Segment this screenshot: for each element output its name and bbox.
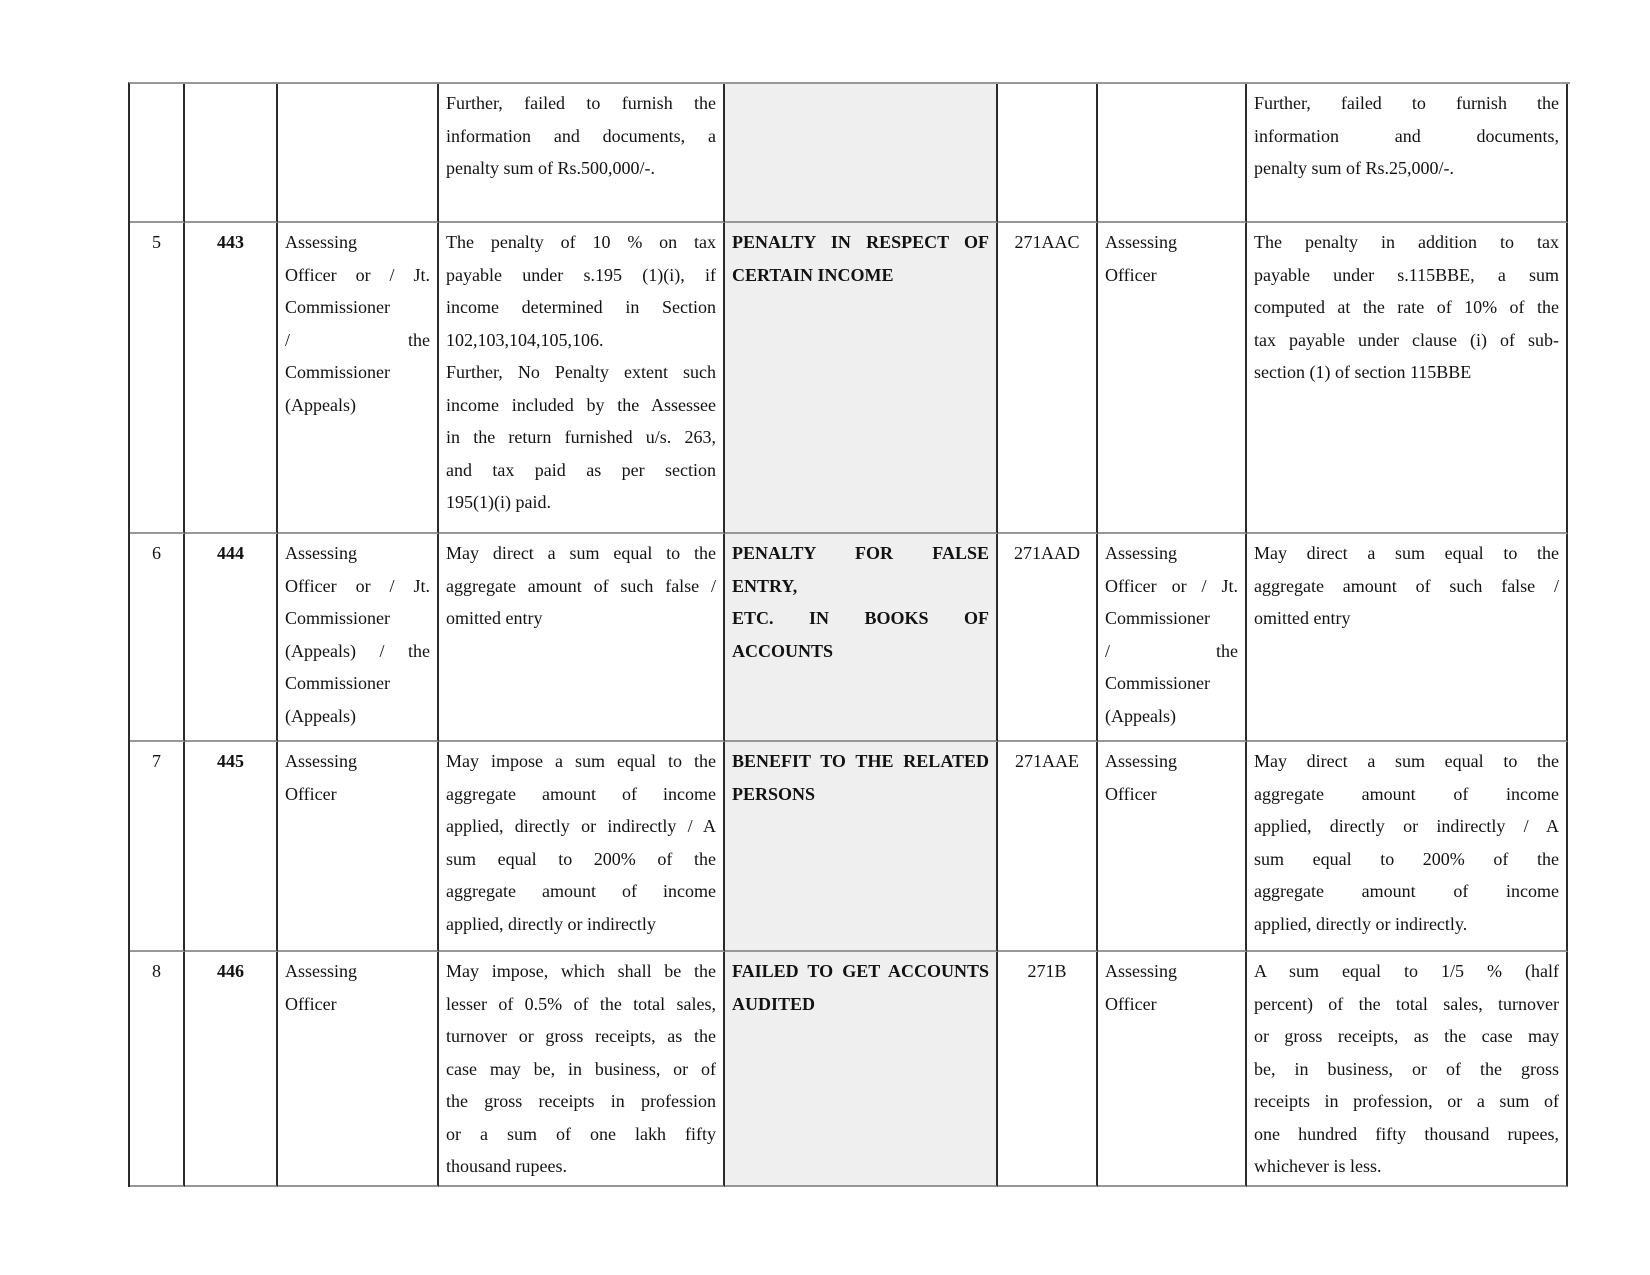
text-line: 195(1)(i) paid. — [446, 492, 551, 512]
text-line: 271AAD — [1014, 543, 1080, 563]
text-line: Officer — [1105, 264, 1157, 285]
text-line: thousand rupees. — [446, 1156, 567, 1176]
text-line: Officer — [1105, 783, 1157, 804]
row-number-cell — [130, 742, 185, 952]
text-line: sum equal to 200% of the — [446, 848, 716, 869]
text-line: penalty sum of Rs.500,000/-. — [446, 158, 655, 178]
text-line: sum equal to 200% of the — [1254, 848, 1559, 869]
authority-cell — [1098, 534, 1247, 742]
text-line: (Appeals) — [285, 705, 356, 726]
text-line: Commissioner — [285, 673, 391, 693]
row-number-cell — [130, 84, 185, 223]
text-line: lesser of 0.5% of the total sales, — [446, 993, 716, 1014]
text-line: Assessing — [1105, 543, 1178, 563]
text-line: PERSONS — [732, 783, 816, 804]
text-line: case may be, in business, or of — [446, 1058, 716, 1079]
text-line: Assessing — [1105, 232, 1178, 252]
authority-cell — [278, 534, 439, 742]
table-row — [130, 952, 1570, 1187]
text-line: Assessing — [1105, 961, 1178, 981]
text-line: Assessing — [285, 751, 358, 771]
text-line: 271AAC — [1014, 232, 1080, 252]
penalty-description-cell — [1247, 534, 1568, 742]
text-line: 271AAE — [1015, 751, 1079, 771]
text-line: A sum equal to 1/5 % (half — [1254, 961, 1559, 981]
text-line: ACCOUNTS — [732, 640, 834, 661]
penalty-description-cell — [439, 84, 725, 223]
penalty-description-cell — [1247, 742, 1568, 952]
text-line: May impose a sum equal to the — [446, 751, 716, 771]
text-line: aggregate amount of such false / — [1254, 575, 1559, 596]
text-line: applied, directly or indirectly / A — [446, 816, 716, 836]
section-code-cell — [998, 223, 1098, 534]
penalty-description-cell — [439, 742, 725, 952]
text-line: 7 — [152, 751, 161, 771]
penalty-title-cell — [725, 742, 998, 952]
text-line: 444 — [217, 543, 244, 563]
row-number-cell — [130, 223, 185, 534]
authority-cell — [1098, 952, 1247, 1187]
text-line: turnover or gross receipts, as the — [446, 1026, 716, 1046]
table-row — [130, 534, 1570, 742]
text-line: AUDITED — [732, 993, 816, 1014]
authority-cell — [1098, 84, 1247, 223]
table-row — [130, 742, 1570, 952]
text-line: May impose, which shall be the — [446, 961, 716, 981]
penalty-description-cell — [439, 534, 725, 742]
penalty-description-cell — [439, 952, 725, 1187]
text-line: Officer — [285, 993, 337, 1014]
text-line: receipts in profession, or a sum of — [1254, 1091, 1559, 1111]
text-line: income included by the Assessee — [446, 394, 716, 415]
text-line: aggregate amount of income — [1254, 783, 1559, 804]
authority-cell — [278, 742, 439, 952]
text-line: Assessing — [1105, 751, 1178, 771]
text-line: Officer or / Jt. — [1105, 575, 1238, 596]
text-line: PENALTY FOR FALSE ENTRY, — [732, 543, 989, 596]
text-line: Commissioner — [285, 362, 391, 382]
section-code-cell — [998, 952, 1098, 1187]
text-line: Officer or / Jt. — [285, 264, 430, 285]
text-line: applied, directly or indirectly. — [1254, 913, 1468, 934]
text-line: one hundred fifty thousand rupees, — [1254, 1123, 1559, 1144]
text-line: Further, failed to furnish the — [446, 93, 716, 113]
text-line: / the — [285, 329, 430, 350]
text-line: May direct a sum equal to the — [446, 543, 716, 563]
text-line: be, in business, or of the gross — [1254, 1058, 1559, 1079]
text-line: Officer or / Jt. — [285, 575, 430, 596]
text-line: aggregate amount of income — [446, 881, 716, 901]
text-line: or gross receipts, as the case may — [1254, 1026, 1559, 1046]
penalty-title-cell — [725, 84, 998, 223]
text-line: 6 — [152, 543, 161, 563]
penalty-description-cell — [1247, 952, 1568, 1187]
text-line: (Appeals) / the — [285, 640, 430, 661]
text-line: aggregate amount of income — [446, 783, 716, 804]
authority-cell — [278, 952, 439, 1187]
penalty-title-cell — [725, 952, 998, 1187]
penalty-description-cell — [439, 223, 725, 534]
text-line: Assessing — [285, 543, 358, 563]
text-line: income determined in Section — [446, 297, 716, 317]
text-line: (Appeals) — [285, 394, 356, 415]
text-line: aggregate amount of income — [1254, 881, 1559, 901]
text-line: percent) of the total sales, turnover — [1254, 993, 1559, 1014]
text-line: (Appeals) — [1105, 705, 1176, 726]
text-line: or a sum of one lakh fifty — [446, 1123, 716, 1144]
row-number-cell — [130, 952, 185, 1187]
penalty-description-cell — [1247, 84, 1568, 223]
text-line: penalty sum of Rs.25,000/-. — [1254, 158, 1454, 178]
text-line: May direct a sum equal to the — [1254, 543, 1559, 563]
text-line: the gross receipts in profession — [446, 1091, 716, 1111]
authority-cell — [1098, 223, 1247, 534]
text-line: section (1) of section 115BBE — [1254, 362, 1472, 382]
text-line: 102,103,104,105,106. — [446, 329, 604, 350]
text-line: 8 — [152, 961, 161, 981]
penalty-title-cell — [725, 534, 998, 742]
text-line: aggregate amount of such false / — [446, 575, 716, 596]
text-line: 5 — [152, 232, 161, 252]
table-row — [130, 223, 1570, 534]
text-line: The penalty of 10 % on tax — [446, 232, 716, 252]
text-line: payable under s.115BBE, a sum — [1254, 264, 1559, 285]
text-line: May direct a sum equal to the — [1254, 751, 1559, 771]
text-line: omitted entry — [1254, 608, 1351, 628]
text-line: Further, failed to furnish the — [1254, 93, 1559, 113]
text-line: whichever is less. — [1254, 1156, 1382, 1176]
text-line: tax payable under clause (i) of sub- — [1254, 329, 1559, 350]
penalty-title-cell — [725, 223, 998, 534]
text-line: CERTAIN INCOME — [732, 264, 894, 285]
section-cell — [185, 84, 278, 223]
text-line: Assessing — [285, 232, 358, 252]
text-line: Further, No Penalty extent such — [446, 362, 716, 382]
text-line: 443 — [217, 232, 244, 252]
text-line: Assessing — [285, 961, 358, 981]
penalty-table — [128, 82, 1570, 1187]
text-line: The penalty in addition to tax — [1254, 232, 1559, 252]
text-line: Commissioner — [1105, 608, 1211, 628]
text-line: computed at the rate of 10% of the — [1254, 297, 1559, 317]
section-code-cell — [998, 534, 1098, 742]
text-line: applied, directly or indirectly — [446, 913, 656, 934]
text-line: information and documents, — [1254, 125, 1559, 146]
section-cell — [185, 952, 278, 1187]
text-line: information and documents, a — [446, 125, 716, 146]
text-line: FAILED TO GET ACCOUNTS — [732, 961, 989, 981]
text-line: 446 — [217, 961, 244, 981]
section-cell — [185, 534, 278, 742]
section-code-cell — [998, 84, 1098, 223]
text-line: 271B — [1027, 961, 1067, 981]
text-line: / the — [1105, 640, 1238, 661]
table-row — [130, 84, 1570, 223]
text-line: Commissioner — [285, 297, 391, 317]
text-line: payable under s.195 (1)(i), if — [446, 264, 716, 285]
text-line: PENALTY IN RESPECT OF — [732, 232, 989, 252]
row-number-cell — [130, 534, 185, 742]
penalty-description-cell — [1247, 223, 1568, 534]
authority-cell — [1098, 742, 1247, 952]
text-line: omitted entry — [446, 608, 543, 628]
text-line: applied, directly or indirectly / A — [1254, 816, 1559, 836]
section-cell — [185, 223, 278, 534]
text-line: 445 — [217, 751, 244, 771]
text-line: Officer — [1105, 993, 1157, 1014]
section-cell — [185, 742, 278, 952]
authority-cell — [278, 223, 439, 534]
text-line: in the return furnished u/s. 263, — [446, 427, 716, 447]
text-line: ETC. IN BOOKS OF — [732, 608, 989, 628]
text-line: BENEFIT TO THE RELATED — [732, 751, 989, 771]
text-line: and tax paid as per section — [446, 459, 716, 480]
text-line: Officer — [285, 783, 337, 804]
authority-cell — [278, 84, 439, 223]
section-code-cell — [998, 742, 1098, 952]
text-line: Commissioner — [285, 608, 391, 628]
text-line: Commissioner — [1105, 673, 1211, 693]
